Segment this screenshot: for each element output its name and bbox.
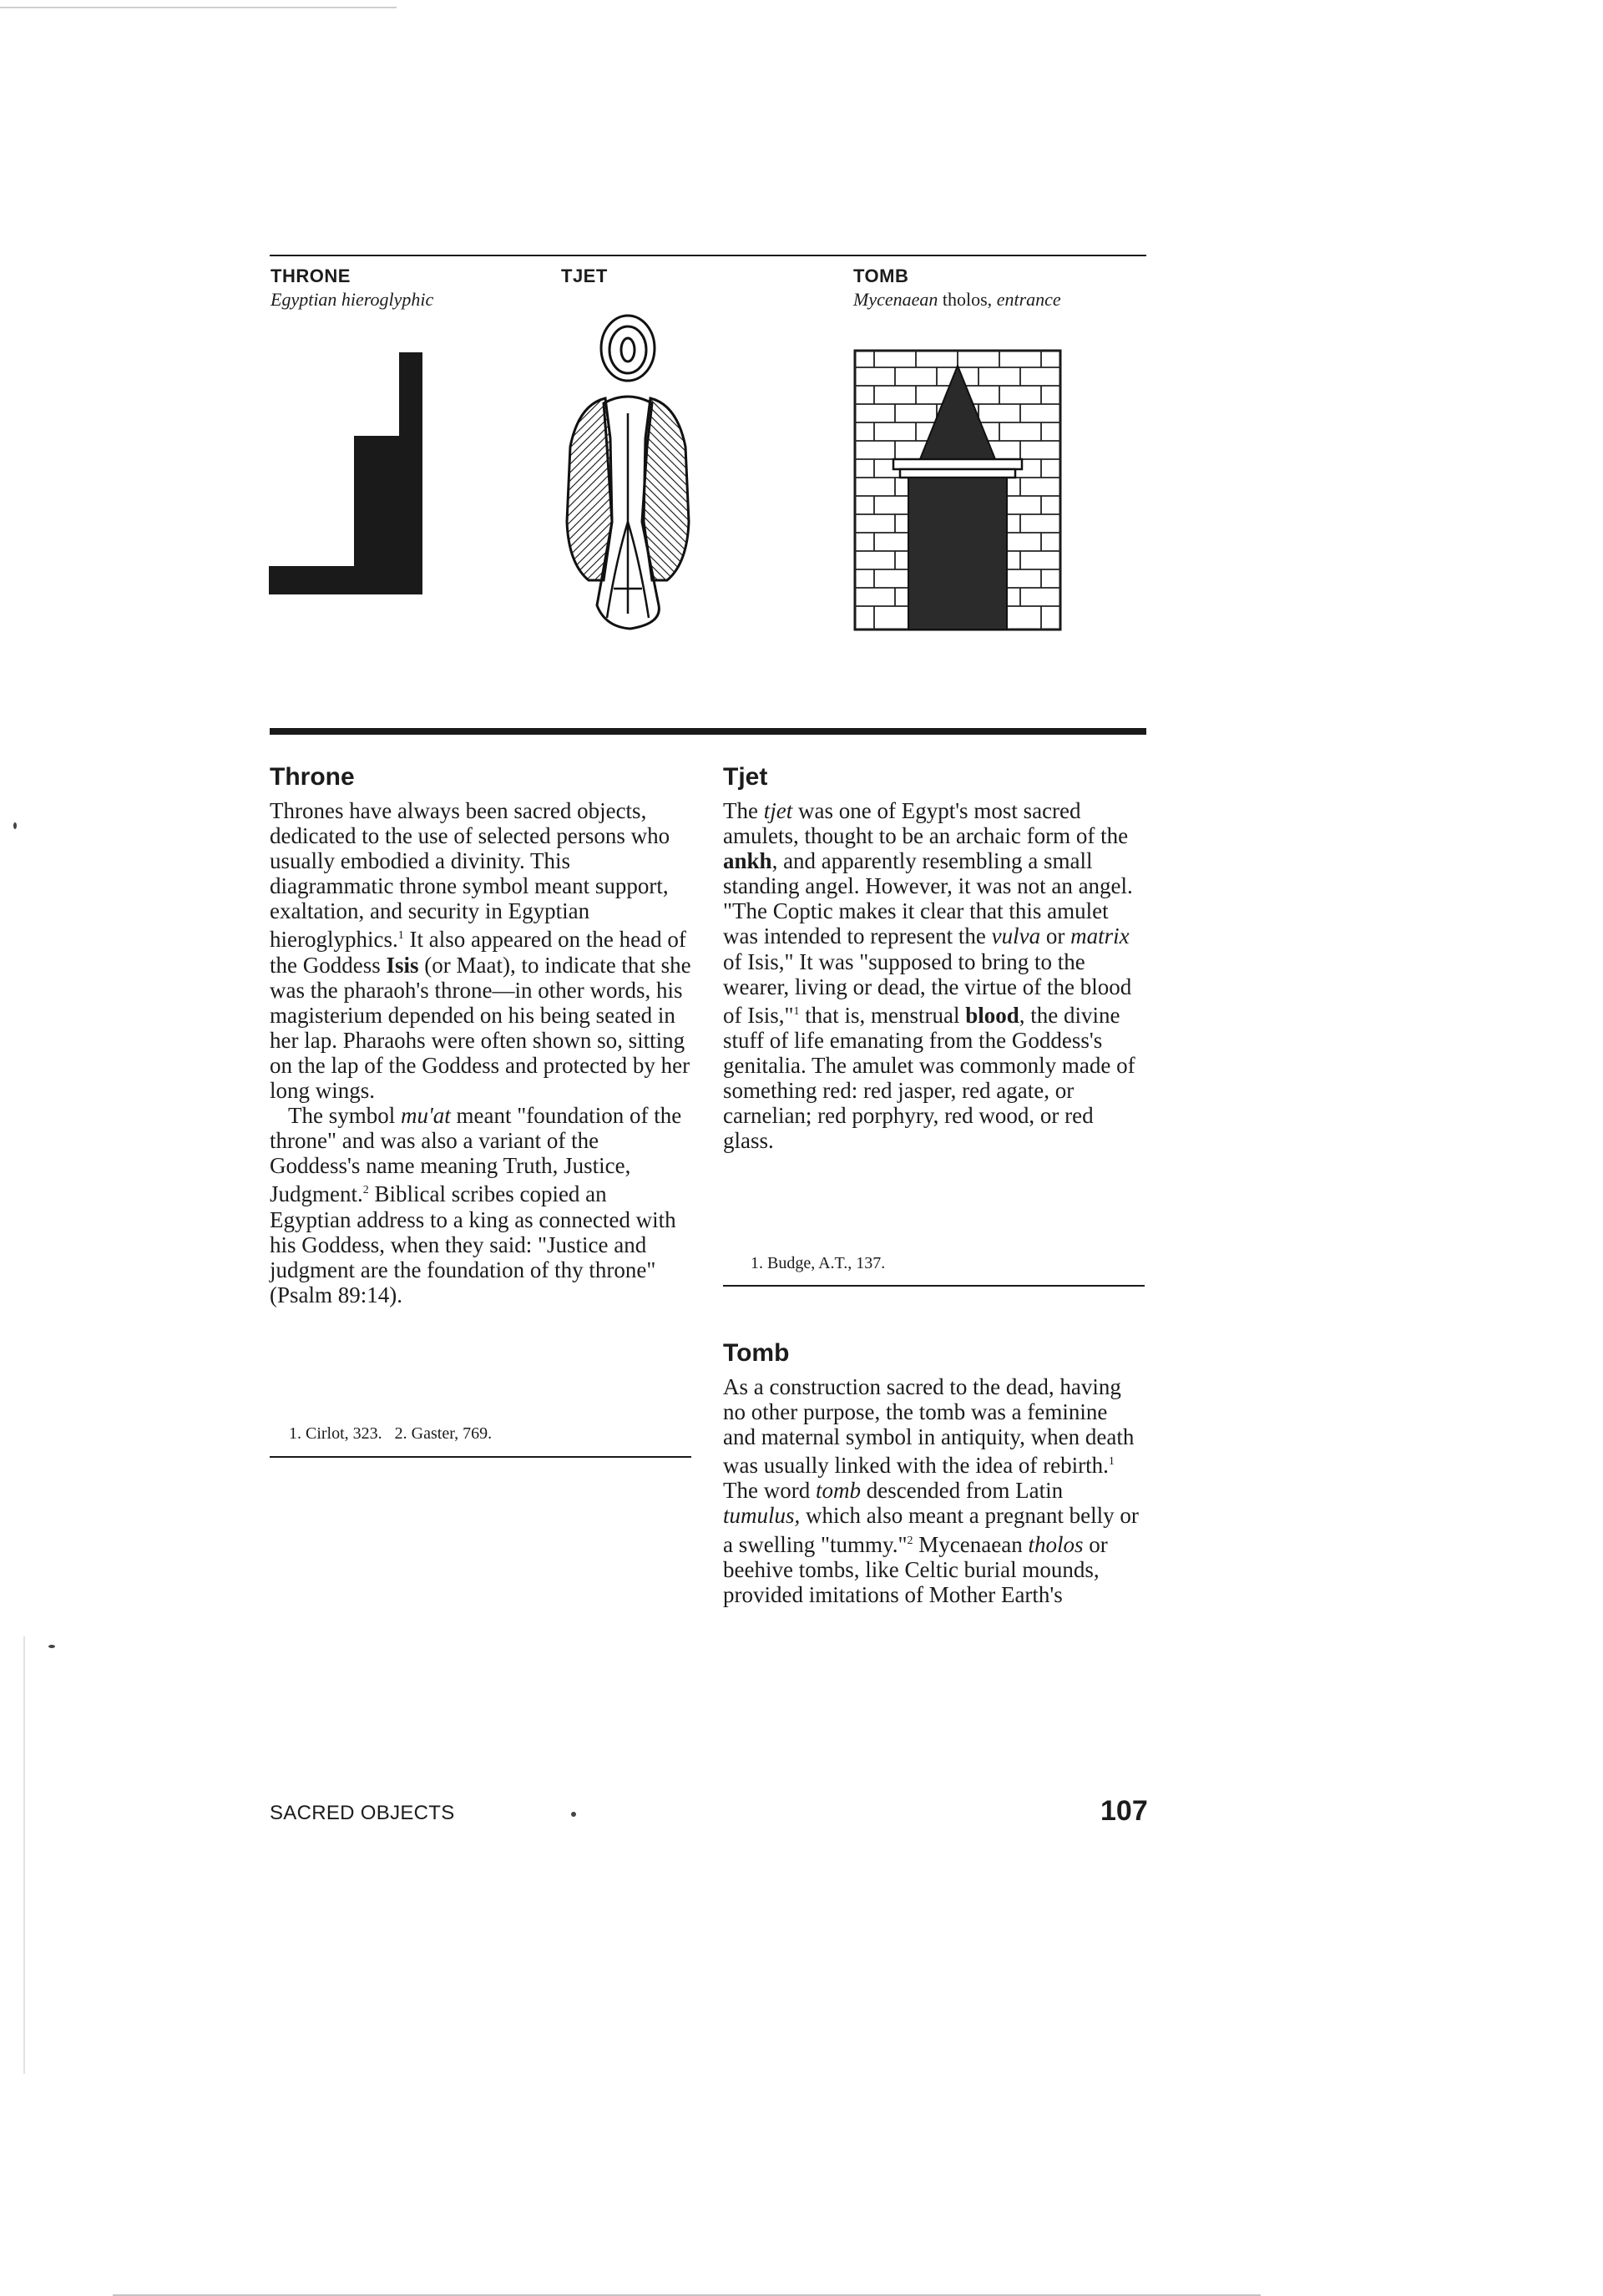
throne-heading: Throne xyxy=(270,763,355,791)
footnote-ref-1: 1 xyxy=(397,929,404,943)
tomb-paragraph: As a construction sacred to the dead, having no other purpose, the tomb was a feminine and maternal symbol in antiquity, when death was usually linked with the idea of rebirth.$^1$ The word tomb descended from Latin tumulus, which also meant a pregnant belly or a swelling "tummy."$^2$ Mycenaean tholos or beehive tombs, like Celtic burial mounds, provided imitations of Mother Earth's xyxy=(723,1374,1139,1607)
tomb-footnote-ref-2: 2 xyxy=(907,1534,913,1547)
tjet-left-wing xyxy=(567,398,612,580)
scan-speck xyxy=(571,1812,576,1817)
tomb-footnote-ref-1: 1 xyxy=(1108,1455,1115,1469)
tjet-term: tjet xyxy=(763,798,793,823)
tjet-amulet-figure xyxy=(555,313,701,635)
tomb-term: tomb xyxy=(815,1478,861,1504)
footnote-ref-2: 2 xyxy=(362,1184,369,1197)
vulva-term: vulva xyxy=(991,923,1041,949)
tomb-figure-title: TOMB xyxy=(853,266,909,286)
ankh-crossref: ankh xyxy=(723,848,772,874)
tomb-caption-part1: Mycenaean xyxy=(853,289,938,310)
tomb-figure-caption xyxy=(853,289,1061,311)
section-thick-rule xyxy=(270,728,1146,735)
scan-speck xyxy=(13,822,17,829)
tomb-entrance-figure xyxy=(853,349,1062,633)
tjet-body xyxy=(723,798,1145,1153)
throne-figure-title: THRONE xyxy=(271,266,351,286)
tjet-footnote-rule xyxy=(723,1285,1145,1287)
tjet-head xyxy=(601,316,655,381)
scan-speck xyxy=(48,1645,55,1648)
tomb-caption-part2: tholos, xyxy=(942,289,993,310)
tholos-term: tholos xyxy=(1028,1531,1084,1557)
tomb-lintel-lower xyxy=(900,469,1015,478)
tjet-footnote-ref-1: 1 xyxy=(793,1004,800,1018)
tomb-body xyxy=(723,1374,1145,1607)
throne-paragraph-2: The symbol mu'at meant "foundation of the throne" and was also a variant of the Goddess's name meaning Truth, Justice, Judgment.$^2$ Biblical scribes copied an Egyptian address to a king as connected with his Goddess, when they said: "Justice and judgment are the foundation of thy throne" (Psalm 89:14). xyxy=(270,1103,682,1307)
throne-body xyxy=(270,798,691,1307)
isis-crossref: Isis xyxy=(386,952,419,978)
tomb-heading: Tomb xyxy=(723,1339,790,1367)
throne-hieroglyph-figure xyxy=(267,351,434,601)
tomb-lintel xyxy=(893,459,1022,469)
throne-footnotes: 1. Cirlot, 323. 2. Gaster, 769. xyxy=(289,1424,493,1443)
tomb-caption-part3: entrance xyxy=(996,289,1061,310)
matrix-term: matrix xyxy=(1070,923,1130,949)
throne-paragraph-1: Thrones have always been sacred objects, dedicated to the use of selected persons who usually embodied a divinity. This diagrammatic throne symbol meant support, exaltation, and security in Egyptian hieroglyphics.$^1$ It also appeared on the head of the Goddess Isis (or Maat), to indicate that she was the pharaoh's throne—in other words, his magisterium depended on his being seated in her lap. Pharaohs were often shown so, sitting on the lap of the Goddess and protected by her long wings. xyxy=(270,798,691,1104)
scan-edge-left xyxy=(23,1636,25,2074)
blood-crossref: blood xyxy=(965,1002,1019,1028)
throne-footnote-rule xyxy=(270,1456,691,1458)
page-number: 107 xyxy=(1100,1795,1148,1827)
tumulus-term: tumulus, xyxy=(723,1503,801,1529)
muat-term: mu'at xyxy=(401,1103,451,1129)
tjet-paragraph: The tjet was one of Egypt's most sacred amulets, thought to be an archaic form of the ankh, and apparently resembling a small standing angel. However, it was not an angel. "The Coptic makes it clear that this amulet was intended to represent the vulva or matrix of Isis," It was "supposed to bring to the wearer, living or dead, the virtue of the blood of Isis,"$^1$ that is, menstrual blood, the divine stuff of life emanating from the Goddess's genitalia. The amulet was commonly made of something red: red jasper, red agate, or carnelian; red porphyry, red wood, or red glass. xyxy=(723,798,1135,1154)
figure-top-rule xyxy=(270,255,1146,256)
throne-figure-caption: Egyptian hieroglyphic xyxy=(271,289,434,310)
scan-edge-top xyxy=(0,7,397,8)
throne-base xyxy=(269,566,422,594)
tjet-footnote: 1. Budge, A.T., 137. xyxy=(751,1254,886,1272)
tjet-figure-title: TJET xyxy=(561,266,608,286)
tomb-doorway xyxy=(908,478,1007,630)
running-footer-section: SACRED OBJECTS xyxy=(270,1802,455,1824)
tjet-right-wing xyxy=(644,398,689,580)
tjet-heading: Tjet xyxy=(723,763,768,791)
